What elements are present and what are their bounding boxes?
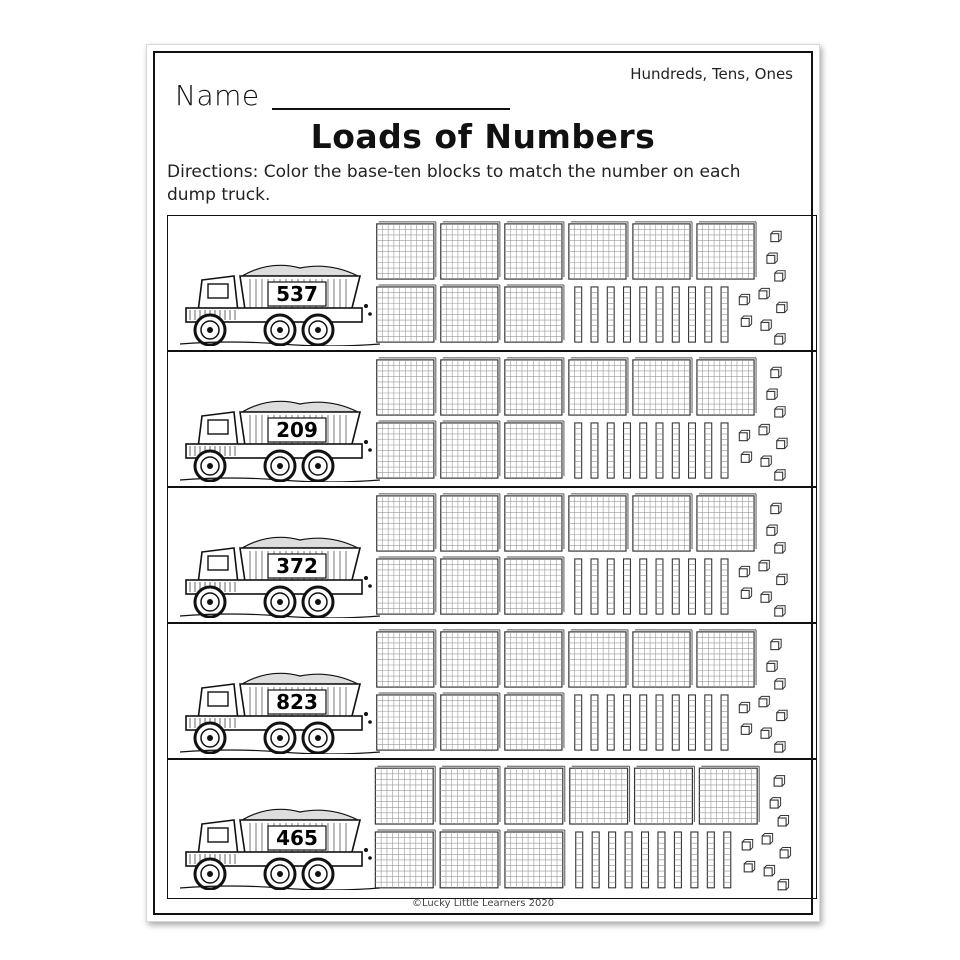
ones-cube[interactable] bbox=[771, 639, 781, 649]
tens-rod[interactable] bbox=[624, 423, 631, 478]
problems-table bbox=[167, 215, 817, 899]
tens-rod[interactable] bbox=[575, 559, 582, 614]
ones-cube[interactable] bbox=[759, 424, 769, 434]
hundreds-flat[interactable] bbox=[377, 285, 436, 342]
ones-cube[interactable] bbox=[775, 543, 785, 553]
ones-cube[interactable] bbox=[780, 847, 790, 857]
hundreds-flat[interactable] bbox=[377, 630, 436, 687]
topic-label: Hundreds, Tens, Ones bbox=[630, 65, 793, 83]
hundreds-flat[interactable] bbox=[569, 222, 628, 279]
hundreds-flat[interactable] bbox=[440, 830, 500, 888]
tens-rod[interactable] bbox=[624, 287, 631, 342]
hundreds-flat[interactable] bbox=[505, 630, 564, 687]
hundreds-flat[interactable] bbox=[697, 222, 756, 279]
base-ten-blocks[interactable] bbox=[168, 624, 816, 758]
ones-cube[interactable] bbox=[741, 316, 751, 326]
page-border bbox=[153, 51, 813, 915]
ones-cube[interactable] bbox=[739, 566, 749, 576]
tens-rod[interactable] bbox=[607, 559, 614, 614]
ones-cube[interactable] bbox=[739, 430, 749, 440]
tens-rod[interactable] bbox=[642, 832, 649, 888]
ones-cube[interactable] bbox=[777, 302, 787, 312]
ones-cube[interactable] bbox=[759, 696, 769, 706]
hundreds-flat[interactable] bbox=[441, 494, 500, 551]
ones-cube[interactable] bbox=[761, 728, 771, 738]
hundreds-flat[interactable] bbox=[697, 358, 756, 415]
hundreds-flat[interactable] bbox=[375, 766, 435, 824]
tens-rod[interactable] bbox=[575, 287, 582, 342]
tens-rod[interactable] bbox=[672, 695, 679, 750]
tens-rod[interactable] bbox=[609, 832, 616, 888]
hundreds-flat[interactable] bbox=[633, 222, 692, 279]
ones-cube[interactable] bbox=[764, 865, 774, 875]
ones-cube[interactable] bbox=[778, 879, 788, 889]
hundreds-flat[interactable] bbox=[633, 630, 692, 687]
hundreds-flat[interactable] bbox=[375, 830, 435, 888]
tens-rod[interactable] bbox=[640, 559, 647, 614]
hundreds-flat[interactable] bbox=[635, 766, 695, 824]
ones-cube[interactable] bbox=[767, 661, 777, 671]
ones-cube[interactable] bbox=[761, 592, 771, 602]
tens-rod[interactable] bbox=[689, 423, 696, 478]
tens-rod[interactable] bbox=[689, 287, 696, 342]
hundreds-flat[interactable] bbox=[505, 766, 565, 824]
hundreds-flat[interactable] bbox=[570, 766, 630, 824]
ones-cube[interactable] bbox=[775, 742, 785, 752]
ones-cube[interactable] bbox=[767, 389, 777, 399]
tens-rod[interactable] bbox=[721, 423, 728, 478]
problem-row bbox=[168, 488, 816, 624]
ones-cube[interactable] bbox=[767, 525, 777, 535]
tens-rod[interactable] bbox=[705, 695, 712, 750]
hundreds-flat[interactable] bbox=[633, 358, 692, 415]
tens-rod[interactable] bbox=[674, 832, 681, 888]
directions-text: Directions: Color the base-ten blocks to match the number on each dump truck. bbox=[167, 162, 741, 205]
tens-rod[interactable] bbox=[576, 832, 583, 888]
name-row bbox=[175, 79, 510, 112]
ones-cube[interactable] bbox=[742, 839, 752, 849]
tens-rod[interactable] bbox=[592, 832, 599, 888]
ones-cube[interactable] bbox=[775, 606, 785, 616]
tens-rod[interactable] bbox=[624, 559, 631, 614]
tens-rod[interactable] bbox=[656, 559, 663, 614]
hundreds-flat[interactable] bbox=[505, 285, 564, 342]
hundreds-flat[interactable] bbox=[440, 766, 500, 824]
tens-rod[interactable] bbox=[640, 287, 647, 342]
tens-rod[interactable] bbox=[607, 423, 614, 478]
tens-rod[interactable] bbox=[591, 423, 598, 478]
hundreds-flat[interactable] bbox=[505, 830, 565, 888]
tens-rod[interactable] bbox=[591, 559, 598, 614]
ones-cube[interactable] bbox=[775, 407, 785, 417]
ones-cube[interactable] bbox=[739, 294, 749, 304]
tens-rod[interactable] bbox=[625, 832, 632, 888]
hundreds-flat[interactable] bbox=[569, 630, 628, 687]
truck-number-label: 537 bbox=[276, 282, 318, 306]
tens-rod[interactable] bbox=[656, 695, 663, 750]
ones-cube[interactable] bbox=[771, 367, 781, 377]
hundreds-flat[interactable] bbox=[569, 494, 628, 551]
tens-rod[interactable] bbox=[721, 559, 728, 614]
tens-rod[interactable] bbox=[721, 287, 728, 342]
hundreds-flat[interactable] bbox=[377, 557, 436, 614]
ones-cube[interactable] bbox=[777, 438, 787, 448]
tens-rod[interactable] bbox=[705, 423, 712, 478]
tens-rod[interactable] bbox=[689, 559, 696, 614]
ones-cube[interactable] bbox=[741, 452, 751, 462]
hundreds-flat[interactable] bbox=[441, 285, 500, 342]
ones-cube[interactable] bbox=[777, 710, 787, 720]
tens-rod[interactable] bbox=[591, 695, 598, 750]
ones-cube[interactable] bbox=[767, 253, 777, 263]
base-ten-blocks[interactable] bbox=[168, 760, 816, 896]
ones-cube[interactable] bbox=[770, 798, 780, 808]
tens-rod[interactable] bbox=[640, 695, 647, 750]
ones-cube[interactable] bbox=[759, 560, 769, 570]
ones-cube[interactable] bbox=[771, 231, 781, 241]
hundreds-flat[interactable] bbox=[699, 766, 759, 824]
hundreds-flat[interactable] bbox=[569, 358, 628, 415]
tens-rod[interactable] bbox=[672, 559, 679, 614]
tens-rod[interactable] bbox=[705, 559, 712, 614]
hundreds-flat[interactable] bbox=[505, 358, 564, 415]
tens-rod[interactable] bbox=[591, 287, 598, 342]
hundreds-flat[interactable] bbox=[377, 421, 436, 478]
problem-row bbox=[168, 216, 816, 352]
ones-cube[interactable] bbox=[775, 470, 785, 480]
hundreds-flat[interactable] bbox=[441, 222, 500, 279]
tens-rod[interactable] bbox=[607, 287, 614, 342]
tens-rod[interactable] bbox=[656, 423, 663, 478]
ones-cube[interactable] bbox=[774, 776, 784, 786]
tens-rod[interactable] bbox=[707, 832, 714, 888]
tens-rod[interactable] bbox=[724, 832, 731, 888]
ones-cube[interactable] bbox=[739, 702, 749, 712]
ones-cube[interactable] bbox=[771, 503, 781, 513]
truck-number-label: 372 bbox=[276, 554, 318, 578]
truck-number-label: 209 bbox=[276, 418, 318, 442]
hundreds-flat[interactable] bbox=[505, 222, 564, 279]
problem-row bbox=[168, 760, 816, 896]
tens-rod[interactable] bbox=[705, 287, 712, 342]
ones-cube[interactable] bbox=[762, 833, 772, 843]
ones-cube[interactable] bbox=[744, 861, 754, 871]
hundreds-flat[interactable] bbox=[505, 421, 564, 478]
tens-rod[interactable] bbox=[658, 832, 665, 888]
ones-cube[interactable] bbox=[778, 816, 788, 826]
tens-rod[interactable] bbox=[721, 695, 728, 750]
ones-cube[interactable] bbox=[741, 724, 751, 734]
base-ten-blocks[interactable] bbox=[168, 352, 816, 486]
base-ten-blocks[interactable] bbox=[168, 216, 816, 350]
problem-row bbox=[168, 352, 816, 488]
tens-rod[interactable] bbox=[575, 695, 582, 750]
name-label: Name bbox=[175, 79, 260, 112]
truck-number-label: 823 bbox=[276, 690, 318, 714]
ones-cube[interactable] bbox=[761, 320, 771, 330]
hundreds-flat[interactable] bbox=[377, 358, 436, 415]
tens-rod[interactable] bbox=[672, 287, 679, 342]
tens-rod[interactable] bbox=[640, 423, 647, 478]
ones-cube[interactable] bbox=[761, 456, 771, 466]
ones-cube[interactable] bbox=[775, 271, 785, 281]
tens-rod[interactable] bbox=[689, 695, 696, 750]
hundreds-flat[interactable] bbox=[633, 494, 692, 551]
problem-row bbox=[168, 624, 816, 760]
tens-rod[interactable] bbox=[656, 287, 663, 342]
hundreds-flat[interactable] bbox=[441, 421, 500, 478]
tens-rod[interactable] bbox=[624, 695, 631, 750]
ones-cube[interactable] bbox=[775, 679, 785, 689]
hundreds-flat[interactable] bbox=[441, 693, 500, 750]
hundreds-flat[interactable] bbox=[697, 494, 756, 551]
hundreds-flat[interactable] bbox=[377, 222, 436, 279]
truck-number-label: 465 bbox=[276, 826, 318, 850]
tens-rod[interactable] bbox=[575, 423, 582, 478]
base-ten-blocks[interactable] bbox=[168, 488, 816, 622]
page-title: Loads of Numbers bbox=[310, 117, 656, 156]
hundreds-flat[interactable] bbox=[441, 630, 500, 687]
ones-cube[interactable] bbox=[759, 288, 769, 298]
tens-rod[interactable] bbox=[672, 423, 679, 478]
hundreds-flat[interactable] bbox=[505, 693, 564, 750]
ones-cube[interactable] bbox=[741, 588, 751, 598]
hundreds-flat[interactable] bbox=[441, 358, 500, 415]
hundreds-flat[interactable] bbox=[441, 557, 500, 614]
hundreds-flat[interactable] bbox=[505, 494, 564, 551]
name-field[interactable] bbox=[272, 108, 510, 110]
worksheet-page bbox=[146, 44, 820, 922]
ones-cube[interactable] bbox=[777, 574, 787, 584]
ones-cube[interactable] bbox=[775, 334, 785, 344]
hundreds-flat[interactable] bbox=[697, 630, 756, 687]
hundreds-flat[interactable] bbox=[377, 693, 436, 750]
tens-rod[interactable] bbox=[691, 832, 698, 888]
tens-rod[interactable] bbox=[607, 695, 614, 750]
copyright-footer: ©Lucky Little Learners 2020 bbox=[411, 898, 555, 909]
hundreds-flat[interactable] bbox=[377, 494, 436, 551]
hundreds-flat[interactable] bbox=[505, 557, 564, 614]
